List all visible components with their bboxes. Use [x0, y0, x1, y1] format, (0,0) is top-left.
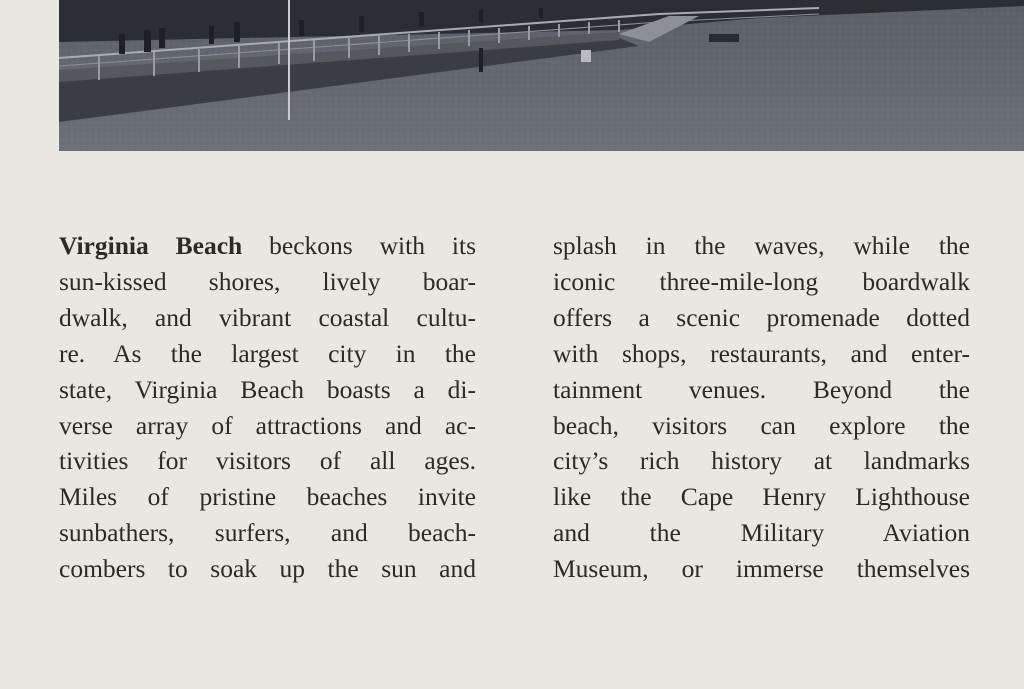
article-column-right [553, 228, 970, 587]
text-line: Miles of pristine beaches invite [59, 482, 476, 512]
text-line: with shops, restaurants, and enter- [553, 338, 970, 368]
beach-boardwalk-photo [59, 0, 1024, 151]
text-line: sun-kissed shores, lively boar- [59, 266, 476, 296]
text-line: like the Cape Henry Lighthouse [553, 482, 970, 512]
text-line: tivities for visitors of all ages. [59, 446, 476, 476]
lead-heading: Virginia Beach [59, 231, 243, 260]
text-line: sunbathers, surfers, and beach- [59, 518, 476, 548]
text-line: verse array of attractions and ac- [59, 410, 476, 440]
text-line: dwalk, and vibrant coastal cultu- [59, 302, 476, 332]
article-column-left [59, 228, 476, 587]
text-line: and the Military Aviation [553, 518, 970, 548]
text-line: iconic three-mile-long boardwalk [553, 266, 970, 296]
text-line: Museum, or immerse themselves [553, 554, 970, 584]
text-line: state, Virginia Beach boasts a di- [59, 374, 476, 404]
text-line: re. As the largest city in the [59, 338, 476, 368]
article-body [59, 228, 971, 598]
text-line: city’s rich history at landmarks [553, 446, 970, 476]
text-line: splash in the waves, while the [553, 231, 970, 260]
text-line: offers a scenic promenade dotted [553, 302, 970, 332]
boardwalk-photo [59, 0, 1024, 151]
text-line: combers to soak up the sun and [59, 554, 476, 584]
text-line: beach, visitors can explore the [553, 410, 970, 440]
text-line: beckons with its [242, 231, 476, 260]
text-line: tainment venues. Beyond the [553, 374, 970, 404]
paragraph-line [59, 228, 476, 264]
